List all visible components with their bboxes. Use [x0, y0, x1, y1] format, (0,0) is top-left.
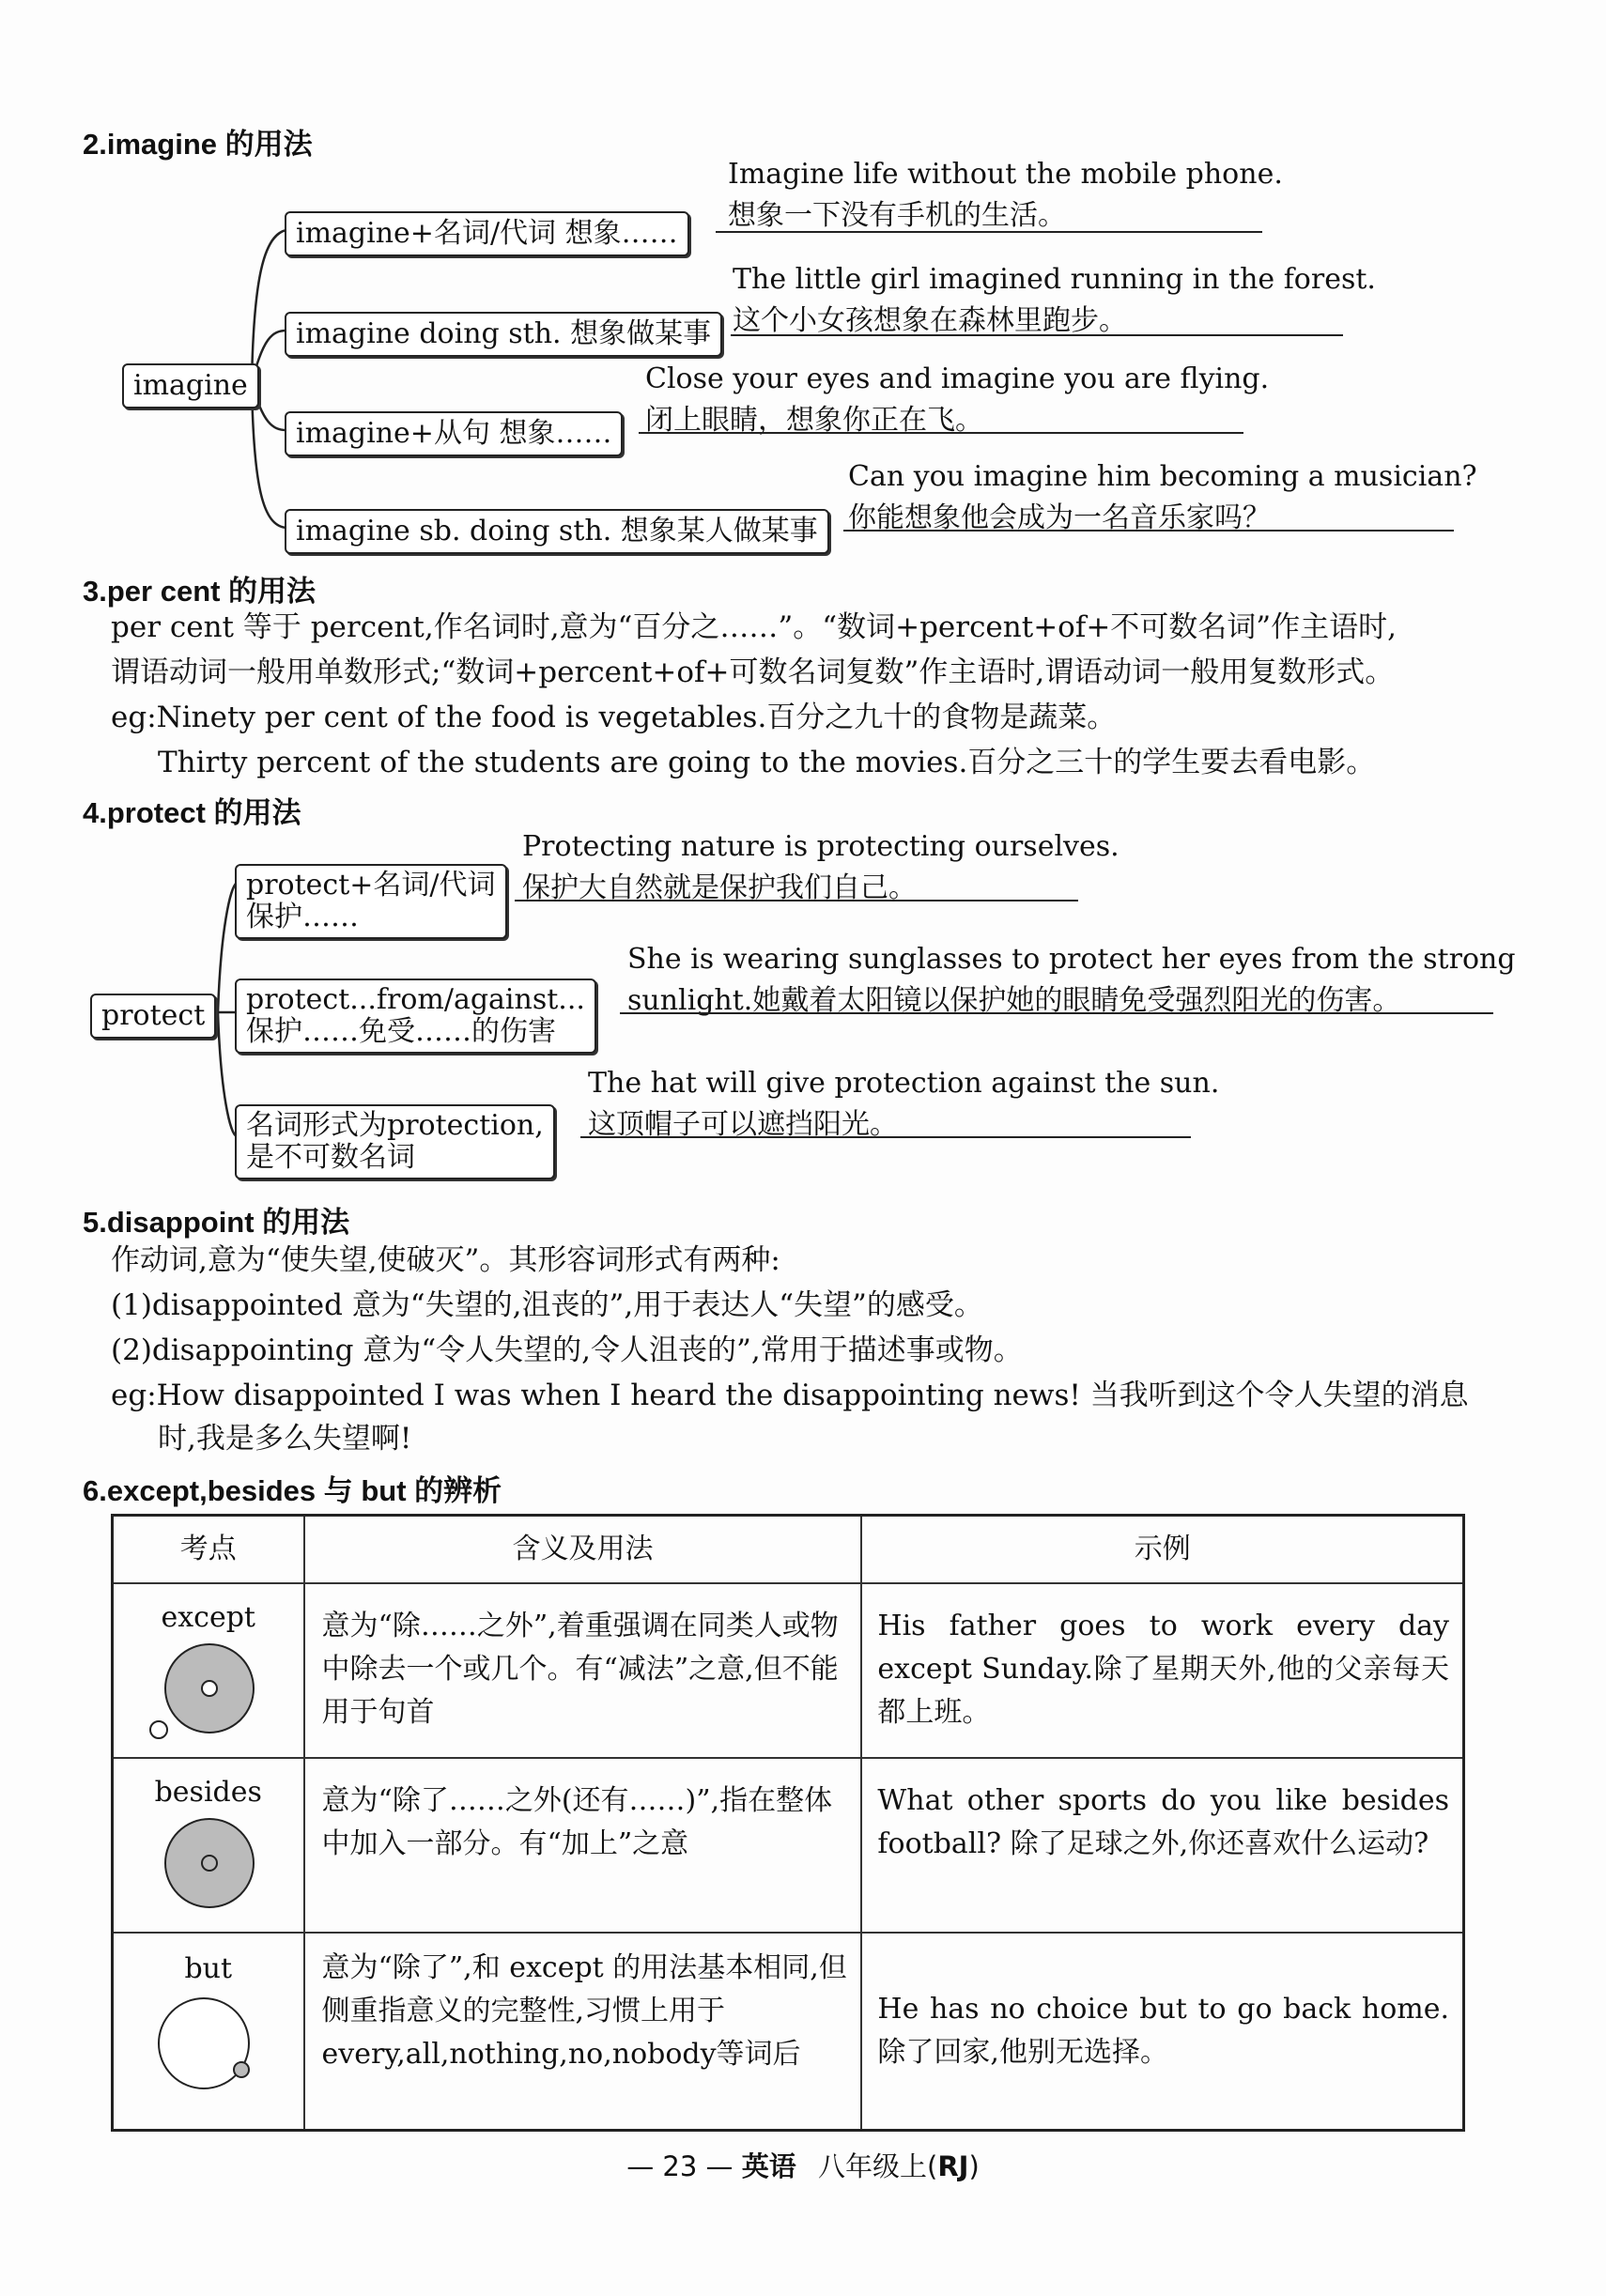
protect-branch-2-line-2: 保护……免受……的伤害: [246, 1015, 556, 1048]
imagine-branch-2: imagine doing sth. 想象做某事: [285, 312, 722, 357]
disappoint-example-line-2: 时,我是多么失望啊!: [158, 1422, 412, 1456]
except-venn-icon: [147, 1640, 270, 1743]
word-except: except: [161, 1601, 255, 1634]
divider: [731, 334, 1343, 336]
table-row: [113, 1583, 1464, 1758]
protect-branch-2: [235, 978, 596, 1054]
imagine-example-1-en: Imagine life without the mobile phone.: [728, 158, 1283, 191]
per-cent-paragraph-1: per cent 等于 percent,作名词时,意为“百分之……”。“数词+percent+of+不可数名词”作主语时,: [111, 610, 1397, 644]
disappoint-paragraph-1: 作动词,意为“使失望,使破灭”。其形容词形式有两种:: [111, 1243, 780, 1277]
divider: [515, 900, 1078, 901]
imagine-branch-3: imagine+从句 想象……: [285, 411, 623, 456]
section-heading-protect: 4.protect 的用法: [83, 796, 301, 829]
imagine-branch-1: imagine+名词/代词 想象……: [285, 211, 689, 256]
protect-example-2-line-2: sunlight.她戴着太阳镜以保护她的眼睛免受强烈阳光的伤害。: [627, 984, 1401, 1017]
table-cell-example: His father goes to work every day except Sunday.除了星期天外,他的父亲每天都上班。: [861, 1583, 1463, 1758]
divider: [716, 231, 1262, 233]
section-heading-except-besides-but: 6.except,besides 与 but 的辨析: [83, 1474, 502, 1507]
imagine-branch-4: imagine sb. doing sth. 想象某人做某事: [285, 509, 829, 554]
imagine-example-4-cn: 你能想象他会成为一名音乐家吗？: [848, 501, 1271, 534]
section-heading-disappoint: 5.disappoint 的用法: [83, 1206, 350, 1239]
protect-example-2-line-1: She is wearing sunglasses to protect her eyes from the strong: [627, 943, 1516, 976]
table-cell-usage: 意为“除……之外”,着重强调在同类人或物中除去一个或几个。有“减法”之意,但不能用于句首: [304, 1583, 862, 1758]
protect-center-box: protect: [90, 994, 216, 1039]
protect-example-3-en: The hat will give protection against the sun.: [588, 1067, 1220, 1100]
table-cell-word: [113, 1758, 304, 1933]
divider: [580, 1136, 1191, 1138]
protect-example-3-cn: 这顶帽子可以遮挡阳光。: [588, 1108, 898, 1141]
protect-branch-1: [235, 864, 507, 939]
footer-subject: 英语: [741, 2150, 796, 2182]
table-cell-word: [113, 1933, 304, 2130]
word-besides: besides: [154, 1776, 262, 1809]
per-cent-example-2: Thirty percent of the students are going to the movies.百分之三十的学生要去看电影。: [158, 746, 1376, 779]
section-heading-imagine: 2.imagine 的用法: [83, 128, 313, 161]
table-header-cell: 示例: [861, 1516, 1463, 1584]
table-header-cell: 含义及用法: [304, 1516, 862, 1584]
protect-example-1-en: Protecting nature is protecting ourselves.: [522, 830, 1120, 863]
imagine-example-3-cn: 闭上眼睛，想象你正在飞。: [645, 404, 983, 437]
protect-example-1-cn: 保护大自然就是保护我们自己。: [522, 871, 917, 904]
table-header-row: [113, 1516, 1464, 1584]
but-venn-icon: [147, 1991, 270, 2094]
per-cent-example-1: eg:Ninety per cent of the food is vegetables.百分之九十的食物是蔬菜。: [111, 701, 1117, 734]
imagine-center-box: imagine: [122, 363, 259, 408]
protect-branch-3: [235, 1104, 555, 1179]
divider: [639, 432, 1243, 434]
word-but: but: [184, 1952, 233, 1985]
besides-venn-icon: [147, 1814, 270, 1918]
table-cell-example: He has no choice but to go back home.除了回家,他别无选择。: [861, 1933, 1463, 2130]
protect-branch-1-line-2: 保护……: [246, 901, 359, 933]
footer-grade: 八年级上(: [818, 2150, 938, 2182]
page-footer: [0, 2146, 1606, 2184]
imagine-example-2-en: The little girl imagined running in the forest.: [733, 263, 1376, 296]
imagine-example-1-cn: 想象一下没有手机的生活。: [728, 199, 1066, 232]
protect-branch-1-line-1: protect+名词/代词: [246, 869, 496, 901]
table-row: [113, 1933, 1464, 2130]
protect-branch-2-line-1: protect...from/against...: [246, 983, 585, 1016]
footer-close-paren: ): [968, 2150, 980, 2182]
table-cell-usage: 意为“除了”,和 except 的用法基本相同,但侧重指意义的完整性,习惯上用于 every,all,nothing,no,nobody等词后: [304, 1933, 862, 2130]
disappoint-paragraph-3: (2)disappointing 意为“令人失望的,令人沮丧的”,常用于描述事或物。: [111, 1333, 1023, 1367]
divider: [620, 1012, 1493, 1014]
divider: [843, 530, 1454, 532]
disappoint-example-line-1: eg:How disappointed I was when I heard the disappointing news! 当我听到这个令人失望的消息: [111, 1379, 1469, 1412]
imagine-example-2-cn: 这个小女孩想象在森林里跑步。: [733, 304, 1127, 337]
disappoint-paragraph-2: (1)disappointed 意为“失望的,沮丧的”,用于表达人“失望”的感受。: [111, 1288, 983, 1322]
protect-branch-3-line-2: 是不可数名词: [246, 1141, 415, 1174]
footer-edition: RJ: [937, 2150, 969, 2182]
per-cent-paragraph-2: 谓语动词一般用单数形式;“数词+percent+of+可数名词复数”作主语时,谓语动词一般用复数形式。: [111, 655, 1395, 689]
protect-branch-3-line-1: 名词形式为protection,: [246, 1109, 544, 1142]
table-cell-example: What other sports do you like besides football? 除了足球之外,你还喜欢什么运动?: [861, 1758, 1463, 1933]
table-header-cell: 考点: [113, 1516, 304, 1584]
section-heading-per-cent: 3.per cent 的用法: [83, 575, 317, 608]
page-number: — 23 —: [626, 2150, 734, 2182]
comparison-table: [111, 1514, 1465, 2132]
imagine-example-4-en: Can you imagine him becoming a musician?: [848, 460, 1477, 493]
imagine-example-3-en: Close your eyes and imagine you are flying.: [645, 362, 1270, 395]
table-cell-usage: 意为“除了……之外(还有……)”,指在整体中加入一部分。有“加上”之意: [304, 1758, 862, 1933]
table-cell-word: [113, 1583, 304, 1758]
table-row: [113, 1758, 1464, 1933]
